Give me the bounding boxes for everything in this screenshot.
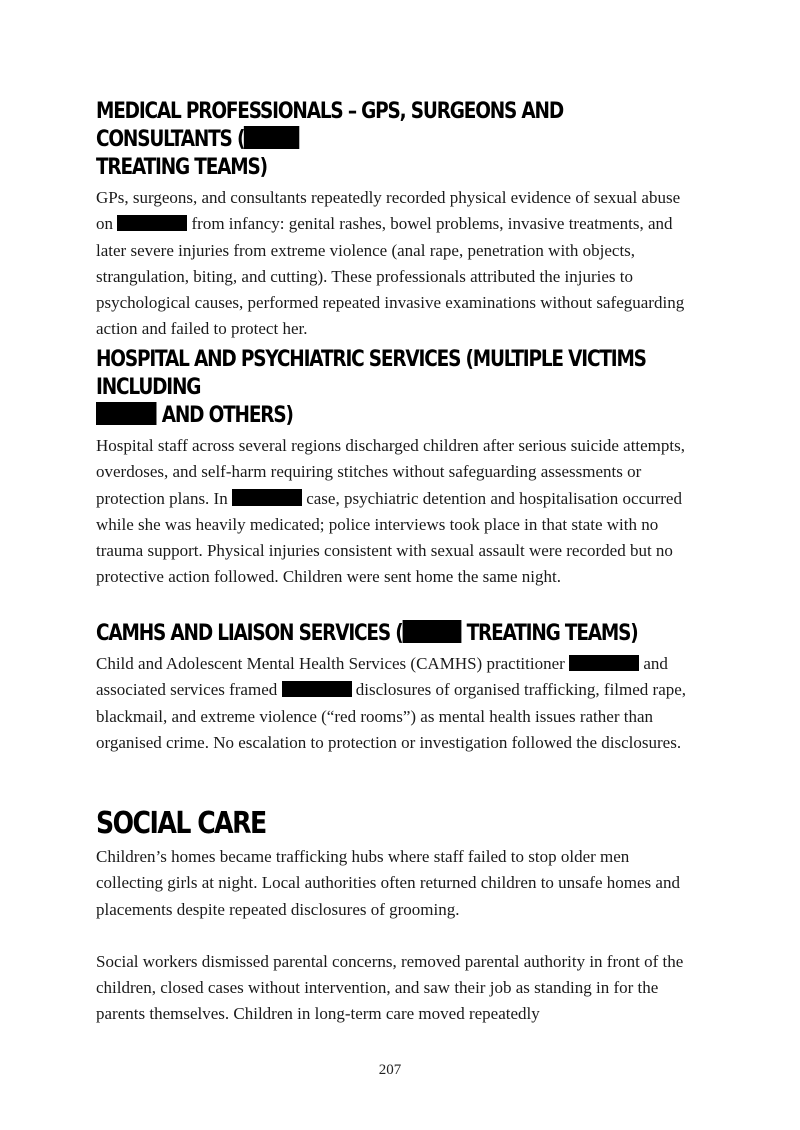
section-heading: SOCIAL CARE bbox=[96, 806, 266, 841]
redaction-bar bbox=[232, 489, 302, 505]
section-paragraph: Social workers dismissed parental concerns, removed parental authority in front of the children, closed cases without intervention, and saw their job as standing in for the parents themselves. Children in long-term care moved repeatedly bbox=[96, 951, 684, 1024]
section-medical-professionals bbox=[96, 98, 696, 343]
redaction-bar bbox=[117, 215, 187, 231]
page-number: 207 bbox=[378, 1062, 402, 1078]
section-heading: CAMHS AND LIAISON SERVICES ( TREATING TEAMS) bbox=[96, 621, 638, 646]
redaction-bar bbox=[244, 126, 299, 149]
section-hospital-psychiatric bbox=[96, 346, 696, 591]
section-paragraph: Children’s homes became trafficking hubs where staff failed to stop older men collecting girls at night. Local authorities often returned children to unsafe homes and placements despite repeated disclosures of grooming. bbox=[96, 847, 680, 919]
section-camhs-liaison bbox=[96, 620, 696, 756]
section-social-care bbox=[96, 806, 696, 1028]
redaction-bar bbox=[569, 655, 639, 671]
section-paragraph: GPs, surgeons, and consultants repeatedly recorded physical evidence of sexual abuse on from infancy: genital rashes, bowel problems, invasive treatments, and later severe injuries from extreme violence (anal rape, penetration with objects, strangulation, biting, and cutting). These professionals attributed the injuries to psychological causes, performed repeated invasive examinations without safeguarding action and failed to protect her. bbox=[96, 188, 685, 339]
section-heading: MEDICAL PROFESSIONALS – GPS, SURGEONS AND CONSULTANTS ( TREATING TEAMS) bbox=[96, 99, 564, 180]
section-paragraph: Hospital staff across several regions discharged children after serious suicide attempts, overdoses, and self-harm requiring stitches without safeguarding assessments or protection plans. In case, psychiatric detention and hospitalisation occurred while she was heavily medicated; police interviews took place in that state with no trauma support. Physical injuries consistent with sexual assault were recorded but no protective action followed. Children were sent home the same night. bbox=[96, 436, 685, 587]
section-paragraph: Child and Adolescent Mental Health Services (CAMHS) practitioner and associated services framed disclosures of organised trafficking, filmed rape, blackmail, and extreme violence (“red rooms”) as mental health issues rather than organised crime. No escalation to protection or investigation followed the disclosures. bbox=[96, 654, 687, 752]
redaction-bar bbox=[282, 681, 352, 697]
redaction-bar bbox=[403, 620, 462, 643]
section-heading: HOSPITAL AND PSYCHIATRIC SERVICES (MULTIPLE VICTIMS INCLUDING AND OTHERS) bbox=[96, 347, 646, 428]
redaction-bar bbox=[96, 402, 156, 425]
